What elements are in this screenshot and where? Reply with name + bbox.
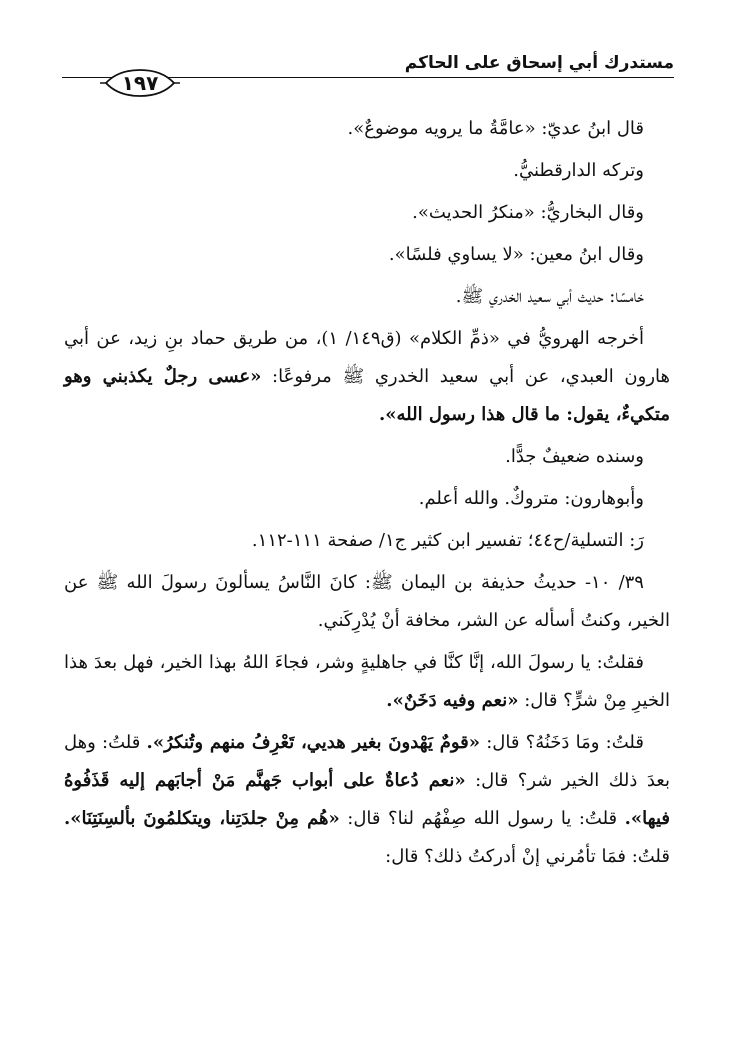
text-run: قلتُ: ومَا دَخَنُهُ؟ قال: — [480, 732, 644, 753]
paragraph — [64, 236, 670, 274]
hadith-quote: «نعم وفيه دَخَنٌ». — [386, 690, 519, 711]
main-text — [64, 110, 670, 880]
hadith-quote: «نعم دُعاةٌ على أبواب جَهنَّم مَنْ أجابَهم إليه قَذَفُوهُ فيها». — [64, 770, 670, 829]
paragraph — [64, 320, 670, 434]
text-run: وسنده ضعيفٌ جدًّا. — [505, 446, 644, 467]
text-run: قلتُ: فمَا تأمُرني إنْ أدركتُ ذلك؟ قال: — [385, 846, 670, 867]
text-run: وتركه الدارقطنيُّ. — [513, 160, 644, 181]
paragraph — [64, 152, 670, 190]
text-run: قلتُ: يا رسول الله صِفْهُم لنا؟ قال: — [339, 808, 625, 829]
paragraph — [64, 278, 670, 316]
text-run: أخرجه الهرويُّ في «ذمِّ الكلام» (ق١٤٩/ ١)، من طريق حماد بنِ زيد، عن أبي هارون العبدي، عن أبي سعيد الخدري ﷺ مرفوعًا: — [64, 328, 670, 387]
paragraph — [64, 564, 670, 640]
running-title: مستدرك أبي إسحاق على الحاكم — [404, 53, 674, 73]
text-run: ٣٩/ ١٠- حديثُ حذيفة بن اليمان ﷺ: كانَ النَّاسُ يسألونَ رسولَ الله ﷺ عن الخير، وكنتُ أسأله عن الشر، مخافة أنْ يُدْرِكَني. — [64, 572, 670, 631]
text-run: وقال البخاريُّ: «منكرُ الحديث». — [412, 202, 644, 223]
page-number: ١٩٧ — [121, 71, 159, 95]
text-run: وقال ابنُ معين: «لا يساوي فلسًا». — [388, 244, 644, 265]
text-run: فقلتُ: يا رسولَ الله، إنَّا كنَّا في جاهليةٍ وشر، فجاءَ اللهُ بهذا الخير، فهل بعدَ هذا الخيرِ مِنْ شرٍّ؟ قال: — [64, 652, 670, 711]
hadith-quote: «هُم مِنْ جلدَتِنا، ويتكلمُونَ بألسِنَتِنَا». — [64, 808, 340, 829]
text-run: وأبوهارون: متروكٌ. والله أعلم. — [418, 488, 644, 509]
hadith-quote: «قومٌ يَهْدونَ بغير هديي، تَعْرِفُ منهم وتُنكرُ». — [146, 732, 481, 753]
paragraph — [64, 644, 670, 720]
paragraph — [64, 194, 670, 232]
paragraph — [64, 110, 670, 148]
text-run: رَ: التسلية/ح٤٤؛ تفسير ابن كثير ج١/ صفحة ١١١-١١٢. — [251, 530, 644, 551]
paragraph — [64, 480, 670, 518]
text-run: خامسًا: حديث أبي سعيد الخدري ﷺ. — [455, 286, 644, 307]
paragraph — [64, 438, 670, 476]
hadith-quote: «عسى رجلٌ يكذبني وهو متكيءٌ، يقول: ما قال هذا رسول الله». — [64, 366, 670, 425]
text-run: قلتُ: وهل بعدَ ذلك الخير شر؟ قال: — [64, 732, 671, 791]
text-run: قال ابنُ عديّ: «عامَّةُ ما يرويه موضوعٌ». — [347, 118, 644, 139]
paragraph — [64, 522, 670, 560]
page-number-badge — [100, 68, 180, 98]
paragraph — [64, 724, 670, 876]
